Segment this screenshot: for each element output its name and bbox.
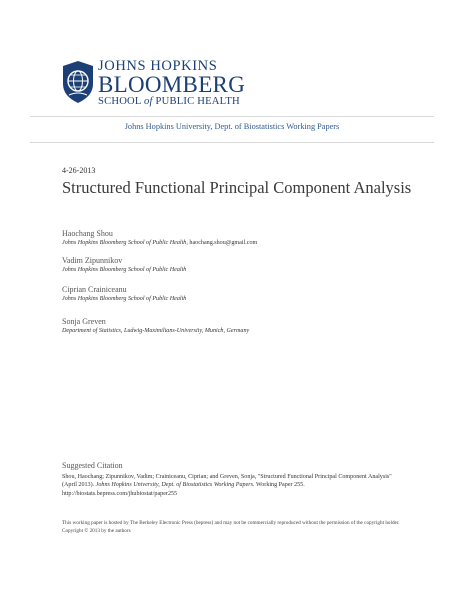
author-affiliation	[62, 239, 257, 248]
publication-date: 4-26-2013	[62, 166, 96, 175]
university-seal-icon	[62, 60, 94, 104]
paper-title: Structured Functional Principal Component Analysis	[62, 178, 412, 197]
series-link[interactable]: Johns Hopkins University, Dept. of Biostatistics Working Papers	[124, 122, 340, 131]
logo-wordmark	[98, 58, 245, 108]
logo-line-bloomberg: BLOOMBERG	[98, 72, 246, 97]
citation-series: Johns Hopkins University, Dept. of Biostatistics Working Papers.	[94, 482, 255, 489]
affiliation-text: Johns Hopkins Bloomberg School of Public Health	[62, 240, 187, 246]
citation-text	[62, 473, 392, 498]
author-email[interactable]: , haochang.shou@gmail.com	[186, 240, 258, 246]
citation-url-link[interactable]: http://biostats.bepress.com/jhubiostat/paper255	[62, 490, 178, 497]
author-affiliation: Johns Hopkins Bloomberg School of Public Health	[62, 296, 187, 302]
author-name-link[interactable]: Haochang Shou	[62, 229, 113, 238]
author-block	[62, 229, 257, 248]
author-block	[62, 256, 186, 275]
logo-line-johns-hopkins: JOHNS HOPKINS	[98, 58, 218, 74]
footer-notice	[62, 520, 402, 535]
author-name-link[interactable]: Ciprian Crainiceanu	[62, 285, 127, 294]
author-name-link[interactable]: Sonja Greven	[62, 317, 106, 326]
series-divider	[30, 142, 434, 143]
jhsph-logo[interactable]	[62, 58, 246, 112]
author-affiliation: Department of Statistics, Ludwig-Maximilians-University, Munich, Germany	[62, 328, 250, 334]
hosting-notice: This working paper is hosted by The Berkeley Electronic Press (bepress) and may not be commercially reproduced without the permission of the copyright holder.	[62, 520, 400, 526]
logo-school-word: SCHOOL	[98, 96, 142, 107]
logo-public-health-word: PUBLIC HEALTH	[155, 96, 240, 107]
author-block	[62, 317, 249, 336]
logo-line-school	[98, 96, 245, 108]
copyright-notice: Copyright © 2013 by the authors	[62, 527, 131, 534]
author-block	[62, 285, 186, 304]
top-divider	[30, 116, 434, 117]
author-affiliation: Johns Hopkins Bloomberg School of Public Health	[62, 267, 187, 273]
author-name-link[interactable]: Vadim Zipunnikov	[62, 256, 123, 265]
citation-authors-title: Shou, Haochang; Zipunnikov, Vadim; Crainiceanu, Ciprian; and Greven, Sonja, "Structured Functional Principal Component Analysis" (April 2013).	[62, 474, 392, 489]
citation-paper-number: Working Paper 255.	[254, 482, 305, 489]
citation-heading: Suggested Citation	[62, 461, 123, 470]
logo-of-word: of	[144, 96, 153, 107]
